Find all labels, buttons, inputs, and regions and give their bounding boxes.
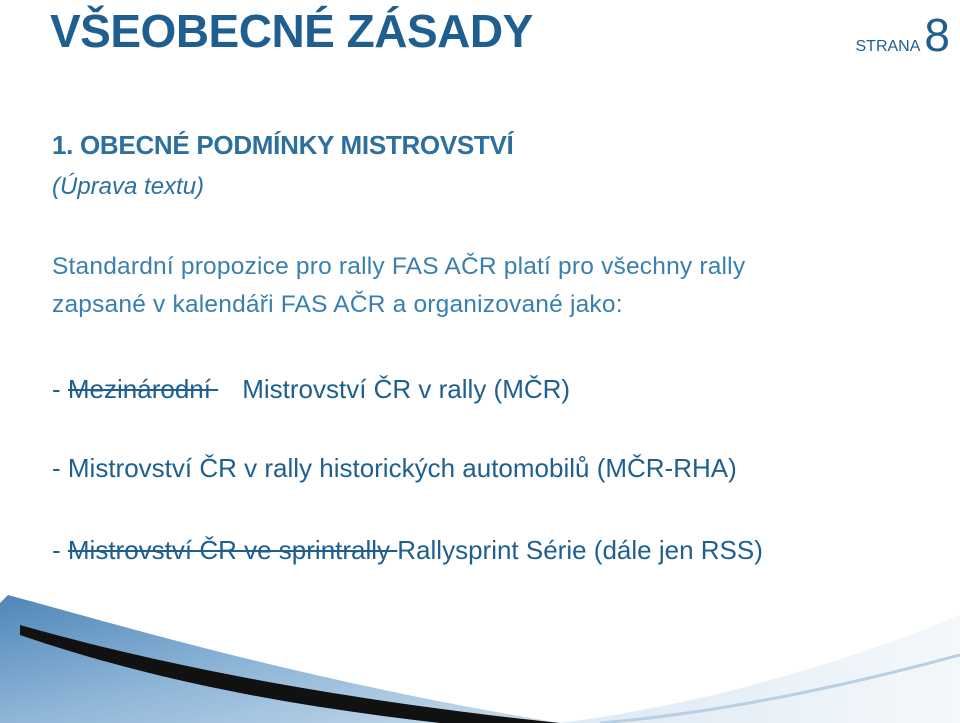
list-item-text: Rallysprint Série (dále jen RSS) <box>397 535 763 565</box>
list-item <box>52 535 763 566</box>
list-item <box>52 374 570 405</box>
struck-text: Mistrovství ČR ve sprintrally <box>67 535 398 565</box>
decorative-swoosh <box>0 595 960 723</box>
struck-text: Mezinárodní <box>67 374 219 404</box>
page-label-word: STRANA <box>855 38 921 55</box>
intro-line-1: Standardní propozice pro rally FAS AČR platí pro všechny rally <box>52 253 746 280</box>
blue-wave <box>0 595 560 723</box>
list-dash: - <box>52 535 68 565</box>
section-note: (Úprava textu) <box>52 173 205 200</box>
intro-line-2: zapsané v kalendáři FAS AČR a organizované jako: <box>52 291 623 318</box>
page-number: 8 <box>924 9 950 61</box>
list-dash: - <box>52 374 68 404</box>
page-title: VŠEOBECNÉ ZÁSADY <box>50 5 533 57</box>
list-dash: - <box>52 453 68 483</box>
list-item <box>52 453 737 484</box>
section-heading: 1. OBECNÉ PODMÍNKY MISTROVSTVÍ <box>52 130 514 160</box>
page-indicator <box>856 8 951 62</box>
list-item-text: Mistrovství ČR v rally historických automobilů (MČR-RHA) <box>67 453 737 483</box>
pale-wave <box>560 615 960 723</box>
list-item-text: Mistrovství ČR v rally (MČR) <box>242 374 571 404</box>
